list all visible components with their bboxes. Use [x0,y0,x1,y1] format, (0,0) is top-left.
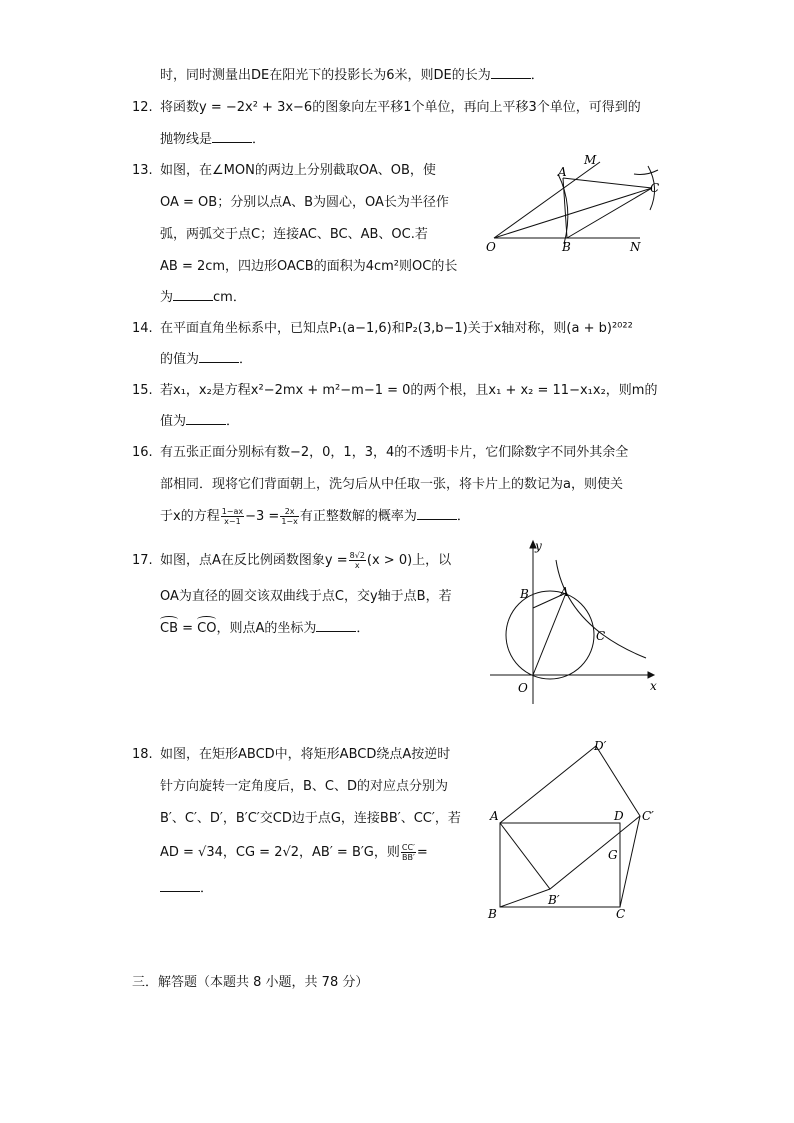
label-C1: C′ [642,809,654,823]
fraction: $\frac{CC'}{BB'}$ [401,843,415,862]
label-O: O [486,240,496,254]
answer-blank [199,350,239,363]
answer-blank [186,412,226,425]
q17-line-1: 如图，点A在反比例函数图象y = $\frac{8√2}{x}$ (x > 0)上，以 [160,551,452,570]
q12-line-1: 将函数y = −2x² + 3x−6的图象向左平移1个单位，再向上平移3个单位，可得到的 [160,100,641,115]
circle [506,591,594,679]
question-number: 12. [132,100,153,115]
q18-line-5: ． [160,879,213,899]
fraction-2: $\frac{2x}{1-x}$ [281,507,298,526]
arc-CO: CO [197,619,216,639]
rectangle-ABCD [500,823,620,907]
label-C: C [650,181,660,195]
label-y: y [535,539,542,553]
x-axis-arrow [648,672,654,678]
q16-line-1: 有五张正面分别标有数−2，0，1，3，4的不透明卡片，它们除数字不同外其余全 [160,445,629,460]
q18-line-2: 针方向旋转一定角度后，B、C、D的对应点分别为 [160,779,449,794]
answer-blank [212,130,252,143]
q16-line-2: 部相同．现将它们背面朝上，洗匀后从中任取一张，将卡片上的数记为a，则使关 [160,477,623,492]
q18-line-3: B′、C′、D′，B′C′交CD边于点G，连接BB′、CC′，若 [160,811,461,826]
label-D: D [614,809,624,823]
segment-OC [494,188,652,238]
q17-figure [486,536,666,706]
label-C: C [596,629,606,643]
segment-BC [567,188,652,238]
label-A: A [490,809,499,823]
q18-line-1: 如图，在矩形ABCD中，将矩形ABCD绕点A按逆时 [160,747,451,762]
answer-blank [316,619,356,632]
arc-C-2 [634,170,658,175]
label-C: C [616,907,626,921]
label-O: O [518,681,528,695]
q13-line-1: 如图，在∠MON的两边上分别截取OA、OB，使 [160,163,436,178]
question-number: 16. [132,445,153,460]
q15-line-2: 值为 ． [160,414,240,429]
label-x: x [650,679,657,693]
arc-CB: CB [160,619,178,639]
section-header: 三．解答题（本题共 8 小题，共 78 分） [132,975,369,990]
q14-line-2: 的值为 ． [160,352,253,367]
hyperbola [556,560,646,658]
arc-near-B [558,174,568,244]
label-N: N [630,240,641,254]
q14-line-1: 在平面直角坐标系中，已知点P₁(a−1,6)和P₂(3,b−1)关于x轴对称，则(a + b)²⁰²² [160,321,633,336]
label-B: B [488,907,497,921]
question-number: 13. [132,163,153,178]
question-number: 18. [132,747,153,762]
q17-line-2: OA为直径的圆交该双曲线于点C，交y轴于点B，若 [160,589,452,604]
label-B1: B′ [548,893,560,907]
fraction-1: $\frac{1-ax}{x-1}$ [221,507,244,526]
q13-line-4: AB = 2cm，四边形OACB的面积为4cm²则OC的长 [160,259,458,274]
question-number: 15. [132,383,153,398]
q12-line-2: 抛物线是 ． [160,132,266,147]
q13-line-5: 为 cm． [160,290,246,305]
label-B: B [520,587,529,601]
label-M: M [584,153,597,167]
answer-blank [491,66,531,79]
label-A: A [560,585,569,599]
q13-figure [480,148,670,258]
answer-blank [160,879,200,892]
q13-line-2: OA = OB；分别以点A、B为圆心，OA长为半径作 [160,195,449,210]
label-B: B [562,240,571,254]
question-number: 17. [132,553,153,568]
q16-line-3: 于x的方程 $\frac{1-ax}{x-1}$ −3 = $\frac{2x}{1-x}$ 有正整数解的概率为 ． [160,507,470,526]
q13-line-3: 弧，两弧交于点C；连接AC、BC、AB、OC.若 [160,227,428,242]
q18-line-4: AD = √34，CG = 2√2，AB′ = B′G，则 $\frac{CC'}{BB'}$ = [160,843,428,862]
segment-AC [563,178,652,188]
q18-figure [486,736,666,926]
label-G: G [608,848,618,862]
label-D1: D′ [594,739,607,753]
label-A: A [558,165,567,179]
q17-line-3: CB = CO，则点A的坐标为 ． [160,619,369,639]
ray-OM [494,162,600,238]
answer-blank [417,507,457,520]
question-number: 14. [132,321,153,336]
q11-continuation: 时，同时测量出DE在阳光下的投影长为6米，则DE的长为 ． [160,68,544,83]
segment-BB1 [500,889,550,907]
answer-blank [173,288,213,301]
fraction: $\frac{8√2}{x}$ [349,551,365,570]
q15-line-1: 若x₁，x₂是方程x²−2mx + m²−m−1 = 0的两个根，且x₁ + x₂ = 11−x₁x₂，则m的 [160,383,658,398]
